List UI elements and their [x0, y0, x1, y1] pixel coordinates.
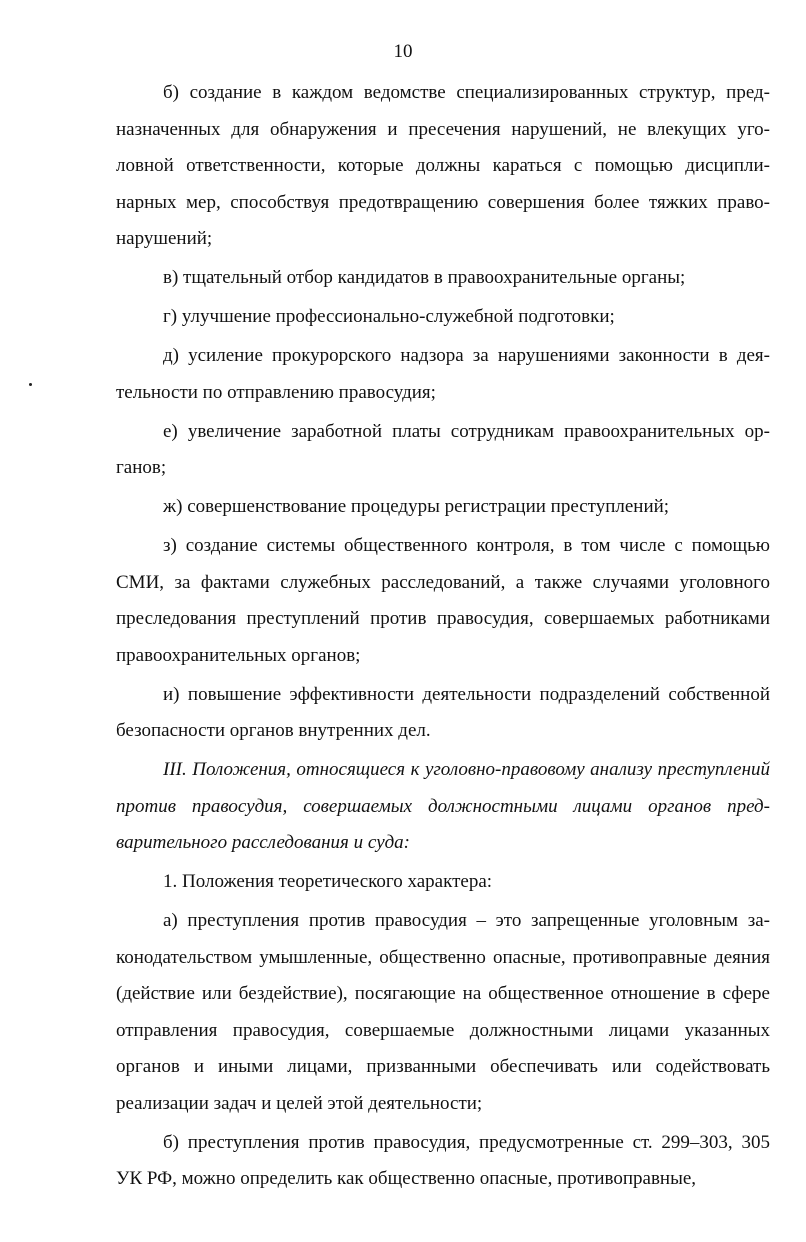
paragraph-z-public-control: з) создание системы общественного контроля, в том числе с помощью СМИ, за фактами служебных расследований, а также случаями уголовного преследования преступлений против правосудия, совершаемых работниками правоохранительных органов;: [116, 535, 770, 666]
paragraph-v-selection: в) тщательный отбор кандидатов в правоохранительные органы;: [163, 267, 686, 288]
paragraph-e-salary: е) увеличение заработной платы сотрудникам правоохранительных органов;: [116, 420, 770, 478]
document-body: [116, 75, 770, 1200]
subheading-theoretical: 1. Положения теоретического характера:: [163, 871, 493, 892]
paragraph-a-definition: а) преступления против правосудия – это запрещенные уголовным законодательством умышленные, общественно опасные, противоправные деяния (действие или бездействие), посягающие на общественное отношение в сфере отправления правосудия, совершаемые должностными лицами указанных органов и иными лицами, призванными обеспечивать или содействовать реализации задач и целей этой деятельности;: [116, 910, 770, 1114]
page-number: 10: [393, 41, 413, 62]
paragraph-d-supervision: д) усиление прокурорского надзора за нарушениями законности в деятельности по отправлению правосудия;: [116, 345, 770, 403]
paragraph-b-structures: б) создание в каждом ведомстве специализированных структур, предназначенных для обнаружения и пресечения нарушений, не влекущих уголовной ответственности, которые должны караться с помощью дисциплинарных мер, способствуя предотвращению совершения более тяжких правонарушений;: [116, 82, 770, 249]
paragraph-g-training: г) улучшение профессионально-служебной подготовки;: [163, 306, 615, 327]
paragraph-i-efficiency: и) повышение эффективности деятельности подразделений собственной безопасности органов внутренних дел.: [116, 683, 770, 741]
section-heading-iii: III. Положения, относящиеся к уголовно-правовому анализу преступлений против правосудия, совершаемых должностными лицами органов предварительного расследования и суда:: [116, 759, 770, 853]
paragraph-zh-registration: ж) совершенствование процедуры регистрации преступлений;: [163, 496, 670, 517]
paragraph-b-articles: б) преступления против правосудия, предусмотренные ст. 299–303, 305 УК РФ, можно определить как общественно опасные, противоправные,: [116, 1131, 770, 1189]
margin-mark: [29, 383, 32, 386]
